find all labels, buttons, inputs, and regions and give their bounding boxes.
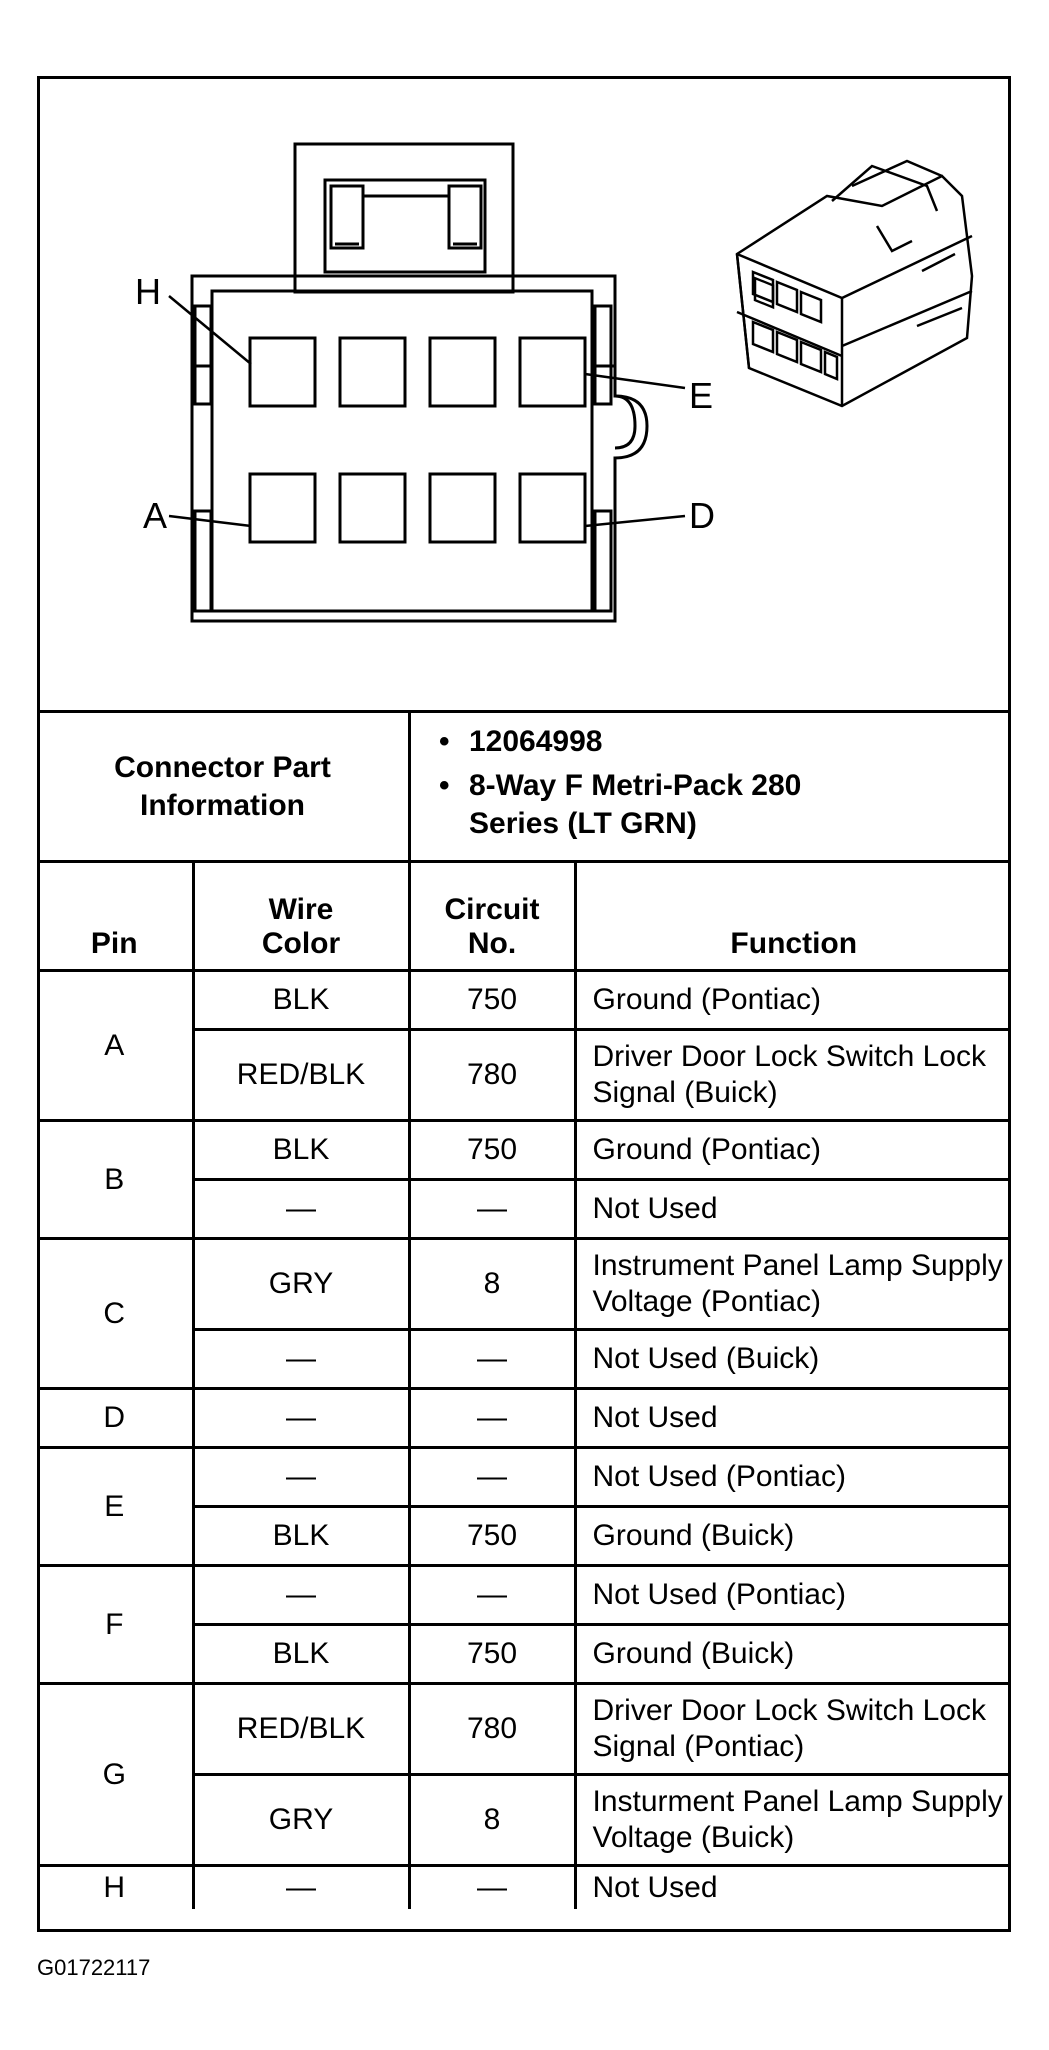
function-cell: Not Used xyxy=(575,1180,1011,1239)
connector-info-label: Connector Part Information xyxy=(37,713,411,860)
table-row xyxy=(37,1866,1011,1910)
wire-color-cell: GRY xyxy=(193,1239,409,1330)
function-cell: Ground (Buick) xyxy=(575,1507,1011,1566)
function-cell: Not Used (Pontiac) xyxy=(575,1448,1011,1507)
circuit-cell: — xyxy=(409,1330,575,1389)
wire-color-cell: BLK xyxy=(193,1507,409,1566)
circuit-cell: 750 xyxy=(409,1121,575,1180)
function-cell: Ground (Buick) xyxy=(575,1625,1011,1684)
pin-label-h: H xyxy=(135,271,161,312)
circuit-cell: 750 xyxy=(409,1625,575,1684)
connector-isometric-view xyxy=(737,161,972,406)
table-row xyxy=(37,1448,1011,1507)
function-cell: Not Used xyxy=(575,1866,1011,1910)
pin-cell: A xyxy=(37,971,193,1121)
pinout-table xyxy=(37,860,1011,1909)
function-cell: Driver Door Lock Switch Lock Signal (Pontiac) xyxy=(575,1684,1011,1775)
pin-cell: H xyxy=(37,1866,193,1910)
figure-id: G01722117 xyxy=(37,1955,151,1980)
circuit-cell: 750 xyxy=(409,1507,575,1566)
header-wire-color: Wire Color xyxy=(193,862,409,971)
function-cell: Instrument Panel Lamp Supply Voltage (Pontiac) xyxy=(575,1239,1011,1330)
pin-label-d: D xyxy=(689,495,715,536)
table-row xyxy=(37,1684,1011,1775)
pin-cell: E xyxy=(37,1448,193,1566)
connector-latch xyxy=(295,144,513,292)
function-cell: Insturment Panel Lamp Supply Voltage (Buick) xyxy=(575,1775,1011,1866)
circuit-cell: 780 xyxy=(409,1684,575,1775)
circuit-cell: 780 xyxy=(409,1030,575,1121)
connector-part-number: • 12064998 xyxy=(411,723,1011,761)
table-row xyxy=(37,1239,1011,1330)
wire-color-cell: RED/BLK xyxy=(193,1030,409,1121)
cavity-row-bottom xyxy=(250,474,585,542)
header-function: Function xyxy=(575,862,1011,971)
pin-cell: B xyxy=(37,1121,193,1239)
pin-cell: D xyxy=(37,1389,193,1448)
circuit-cell: — xyxy=(409,1180,575,1239)
connector-diagram xyxy=(37,76,1011,710)
table-row xyxy=(37,1121,1011,1180)
function-cell: Not Used (Buick) xyxy=(575,1330,1011,1389)
wire-color-cell: — xyxy=(193,1566,409,1625)
table-header-row xyxy=(37,862,1011,971)
header-pin: Pin xyxy=(37,862,193,971)
circuit-cell: — xyxy=(409,1389,575,1448)
connector-description: • 8-Way F Metri-Pack 280 Series (LT GRN) xyxy=(411,767,829,843)
table-row xyxy=(37,1389,1011,1448)
function-cell: Not Used (Pontiac) xyxy=(575,1566,1011,1625)
wire-color-cell: — xyxy=(193,1180,409,1239)
wire-color-cell: BLK xyxy=(193,1625,409,1684)
wire-color-cell: BLK xyxy=(193,971,409,1030)
function-cell: Not Used xyxy=(575,1389,1011,1448)
wire-color-cell: BLK xyxy=(193,1121,409,1180)
pin-cell: C xyxy=(37,1239,193,1389)
wire-color-cell: — xyxy=(193,1448,409,1507)
circuit-cell: 750 xyxy=(409,971,575,1030)
pin-label-e: E xyxy=(689,375,714,416)
connector-part-information xyxy=(37,710,1011,860)
wire-color-cell: — xyxy=(193,1389,409,1448)
connector-housing xyxy=(192,276,647,621)
wire-color-cell: — xyxy=(193,1330,409,1389)
pin-label-a: A xyxy=(143,495,168,536)
pin-cell: F xyxy=(37,1566,193,1684)
circuit-cell: — xyxy=(409,1448,575,1507)
circuit-cell: — xyxy=(409,1566,575,1625)
connector-info-list xyxy=(411,723,1011,849)
pin-cell: G xyxy=(37,1684,193,1866)
pin-leader-lines xyxy=(169,296,685,526)
table-row xyxy=(37,971,1011,1030)
cavity-row-top xyxy=(250,338,585,406)
wire-color-cell: GRY xyxy=(193,1775,409,1866)
function-cell: Ground (Pontiac) xyxy=(575,1121,1011,1180)
wire-color-cell: — xyxy=(193,1866,409,1910)
header-circuit-no: Circuit No. xyxy=(409,862,575,971)
function-cell: Ground (Pontiac) xyxy=(575,971,1011,1030)
function-cell: Driver Door Lock Switch Lock Signal (Buick) xyxy=(575,1030,1011,1121)
wire-color-cell: RED/BLK xyxy=(193,1684,409,1775)
table-row xyxy=(37,1566,1011,1625)
circuit-cell: — xyxy=(409,1866,575,1910)
circuit-cell: 8 xyxy=(409,1775,575,1866)
circuit-cell: 8 xyxy=(409,1239,575,1330)
